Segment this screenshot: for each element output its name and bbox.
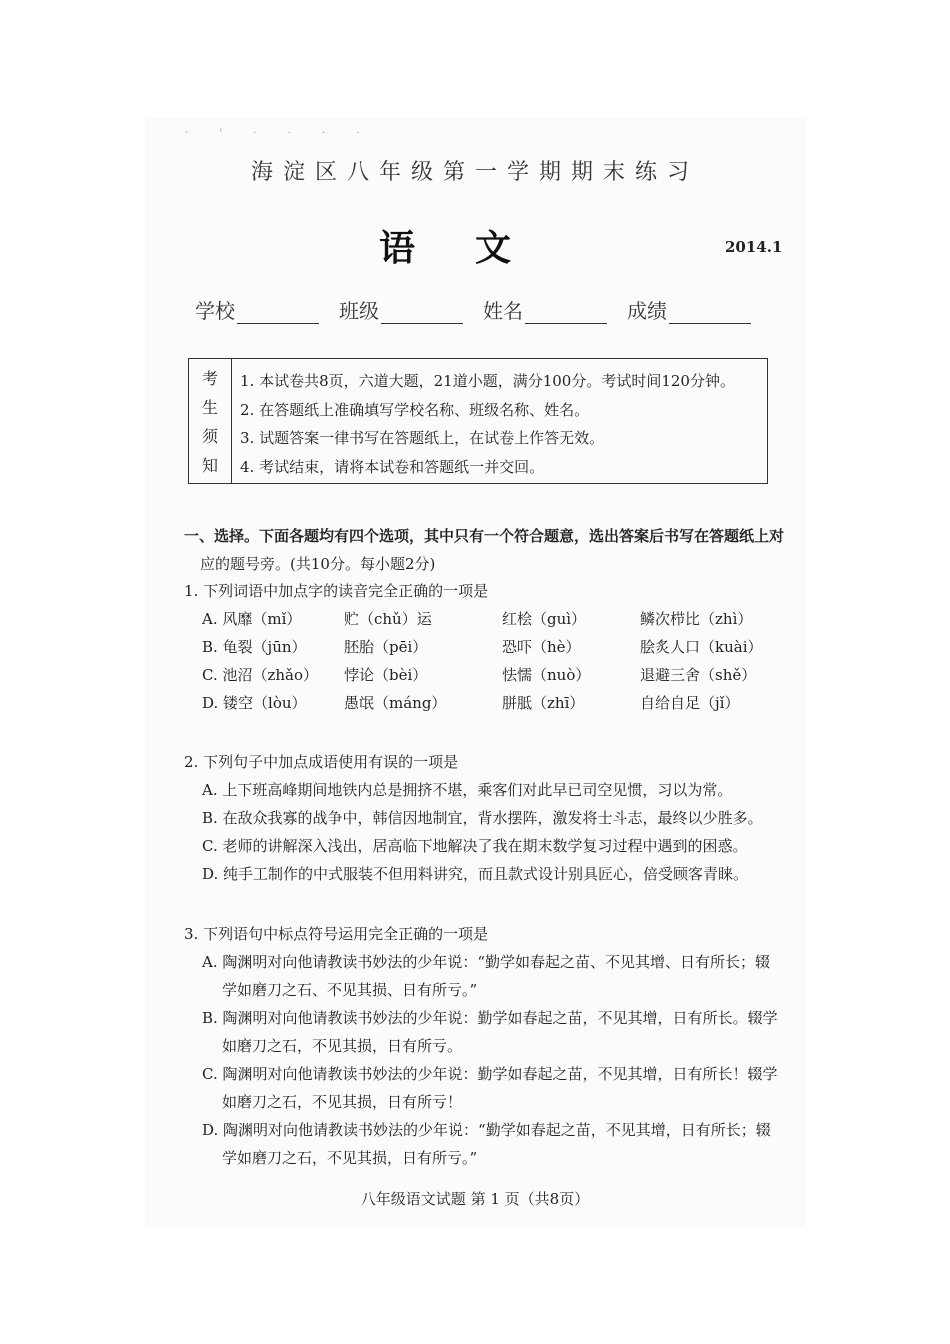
school-blank — [237, 301, 319, 324]
class-blank — [381, 301, 463, 324]
notice-item: 4. 考试结束，请将本试卷和答题纸一并交回。 — [240, 457, 545, 476]
question-stem: 2. 下列句子中加点成语使用有误的一项是 — [184, 753, 459, 771]
class-field: 班级 — [339, 295, 463, 324]
exam-date: 2014.1 — [725, 238, 783, 256]
name-field: 姓名 — [483, 295, 607, 324]
notice-item: 3. 试题答案一律书写在答题纸上，在试卷上作答无效。 — [240, 429, 605, 447]
score-field: 成绩 — [627, 295, 751, 324]
score-blank — [669, 301, 751, 324]
option-a: A. 上下班高峰期间地铁内总是拥挤不堪，乘客们对此早已司空见惯，习以为常。 — [202, 781, 733, 799]
exam-title: 海淀区八年级第一学期期末练习 — [250, 160, 699, 185]
notice-item: 1. 本试卷共8页，六道大题，21道小题，满分100分。考试时间120分钟。 — [240, 372, 735, 390]
subject-title: 语文 — [378, 227, 571, 269]
school-field: 学校 — [195, 295, 319, 324]
notice-item: 2. 在答题纸上准确填写学校名称、班级名称、姓名。 — [240, 400, 590, 419]
student-info-row — [195, 295, 775, 324]
option-d: D. 陶渊明对向他请教读书妙法的少年说：“勤学如春起之苗，不见其增，日有所长；辍 学如磨刀之石，不见其损，日有所亏。” — [202, 1121, 771, 1167]
question-1 — [184, 577, 784, 717]
notice-heading: 考 生 须 知 — [189, 359, 232, 483]
question-stem: 1. 下列词语中加点字的读音完全正确的一项是 — [184, 582, 489, 600]
section-1-heading: 一、选择。下面各题均有四个选项，其中只有一个符合题意，选出答案后书写在答题纸上对 应的题号旁。(共10分。每小题2分) — [184, 527, 785, 573]
name-blank — [525, 301, 607, 324]
option-a: A. 陶渊明对向他请教读书妙法的少年说：“勤学如春起之苗、不见其增、日有所长；辍 学如磨刀之石、不见其损、日有所亏。” — [202, 953, 771, 999]
page-footer: 八年级语文试题 第 1 页（共8页） — [360, 1190, 590, 1208]
scan-specks: · ' · · · · — [185, 128, 374, 139]
option-b: B. 在敌众我寡的战争中，韩信因地制宜，背水摆阵，激发将士斗志，最终以少胜多。 — [202, 809, 763, 827]
question-stem: 3. 下列语句中标点符号运用完全正确的一项是 — [184, 925, 489, 943]
exam-notice-box — [188, 358, 768, 484]
option-c: C. 老师的讲解深入浅出，居高临下地解决了我在期末数学复习过程中遇到的困惑。 — [202, 837, 748, 855]
question-1-options: A. 风靡（mǐ） 贮（chǔ）运 红桧（guì） 鳞次栉比（zhì） B. 龟裂（jūn） 胚胎（pēi） 恐吓（hè） 脍炙人口（kuài） C. 池沼（zhǎo） 悖论（bèi） 怯懦（nuò） 退避三舍（shě） D. 镂空（lòu） 愚氓（máng） 胼胝（zhī） 自给自足（jǐ） — [202, 610, 763, 712]
option-c: C. 陶渊明对向他请教读书妙法的少年说：勤学如春起之苗，不见其增，日有所长！辍学 如磨刀之石，不见其损，日有所亏！ — [202, 1065, 778, 1111]
option-b: B. 陶渊明对向他请教读书妙法的少年说：勤学如春起之苗，不见其增，日有所长。辍学 如磨刀之石，不见其损，日有所亏。 — [202, 1009, 778, 1055]
question-2 — [184, 748, 784, 888]
option-d: D. 纯手工制作的中式服装不但用料讲究，而且款式设计别具匠心，倍受顾客青睐。 — [202, 865, 749, 883]
notice-items — [232, 359, 735, 483]
question-3 — [184, 920, 784, 1172]
